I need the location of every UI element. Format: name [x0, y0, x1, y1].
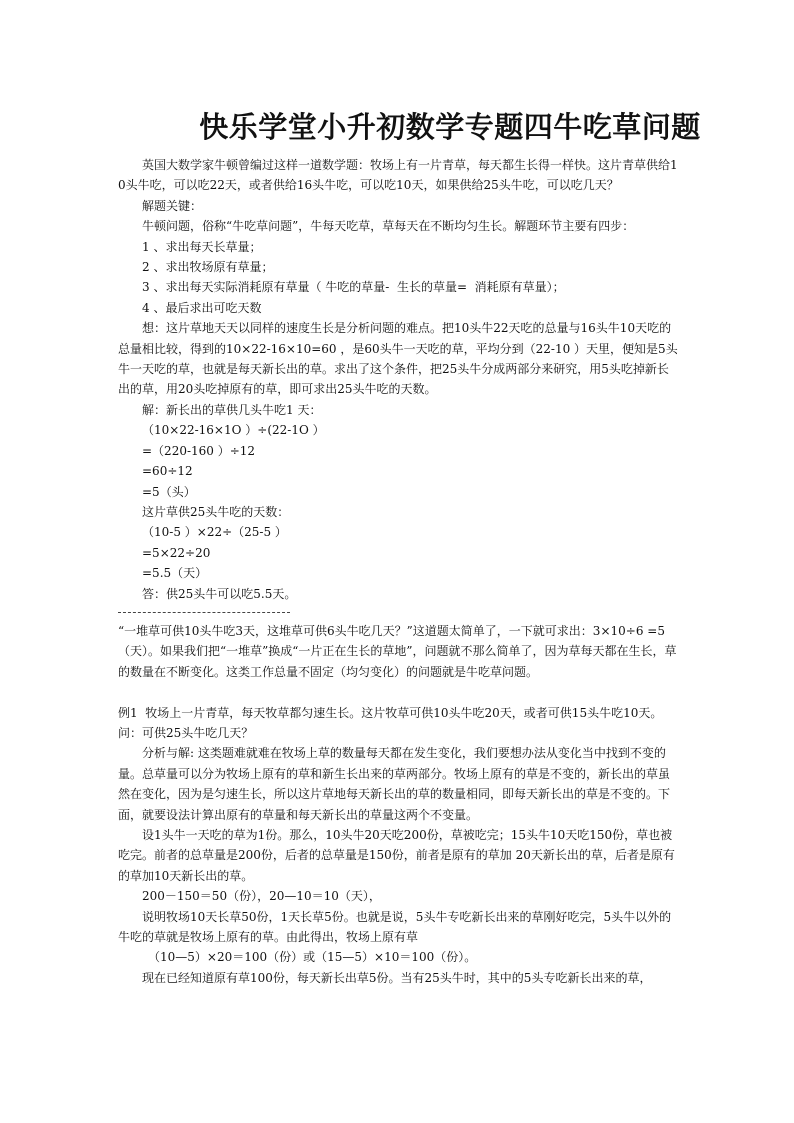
calc-line: =（220-160 ）÷12 [142, 443, 256, 458]
step-item: 1 、求出每天长草量； [142, 239, 262, 254]
step-item: 4 、最后求出可吃天数 [142, 300, 262, 315]
document-title: 快乐学堂小升初数学专题四牛吃草问题 [199, 110, 701, 144]
calc-line: （10—5）×20＝100（份）或（15—5）×10＝100（份）。 [148, 950, 477, 965]
thinking-paragraph: 想：这片草地天天以同样的速度生长是分析问题的难点。把10头牛22天吃的总量与16头牛10天吃的总量相比较，得到的10×22-16×10=60 ，是60头牛一天吃的草，平均分到（22-10 ）天里，便知是5头牛一天吃的草，也就是每天新长出的草。求出了这个条件，把25头牛分成两部分来研究，用5头吃掉新长出的草，用20头吃掉原有的草，即可求出25头牛吃的天数。 [118, 321, 678, 397]
setup-paragraph: 设1头牛一天吃的草为1份。那么，10头牛20天吃200份，草被吃完；15头牛10天吃150份，草也被吃完。前者的总草量是200份，后者的总草量是150份，前者是原有的草加 20天新长出的草，后者是原有的草加10天新长出的草。 [118, 827, 675, 883]
transition-paragraph: “一堆草可供10头牛吃3天，这堆草可供6头牛吃几天？”这道题太简单了，一下就可求出：3×10÷6 =5（天）。如果我们把“一堆草”换成“一片正在生长的草地”，问题就不那么简单了，因为草每天都在生长，草的数量在不断变化。这类工作总量不固定（均匀变化）的问题就是牛吃草问题。 [118, 623, 677, 679]
continue-paragraph: 现在已经知道原有草100份，每天新长出草5份。当有25头牛时，其中的5头专吃新长出来的草， [142, 970, 652, 985]
step-item: 3 、求出每天实际消耗原有草量（ 牛吃的草量- 生长的草量= 消耗原有草量）； [142, 280, 565, 295]
solution-heading: 解：新长出的草供几头牛吃1 天： [142, 402, 322, 417]
document-body [118, 155, 680, 988]
example-problem: 例1 牧场上一片青草，每天牧草都匀速生长。这片牧草可供10头牛吃20天，或者可供15头牛吃10天。问：可供25头牛吃几天？ [118, 705, 663, 740]
answer-line: 答：供25头牛可以吃5.5天。 [142, 586, 297, 601]
calc-line: 200－150＝50（份），20—10＝10（天）， [142, 889, 381, 904]
calc-line: =60÷12 [142, 464, 193, 479]
key-heading: 解题关键： [142, 198, 203, 213]
calc-line: （10×22-16×1O ）÷(22-1O ） [142, 423, 325, 438]
sub-heading: 这片草供25头牛吃的天数： [142, 504, 290, 519]
blank-line [118, 682, 680, 702]
analysis-paragraph: 分析与解: 这类题难就难在牧场上草的数量每天都在发生变化，我们要想办法从变化当中找到不变的量。总草量可以分为牧场上原有的草和新生长出来的草两部分。牧场上原有的草是不变的，新长出的草虽然在变化，因为是匀速生长，所以这片草地每天新长出的草的数量相同，即每天新长出的草是不变的。下面，就要设法计算出原有的草量和每天新长出的草量这两个不变量。 [118, 746, 671, 822]
dashed-divider [118, 612, 290, 613]
intro-paragraph: 英国大数学家牛顿曾编过这样一道数学题：牧场上有一片青草，每天都生长得一样快。这片青草供给10头牛吃，可以吃22天，或者供给16头牛吃，可以吃10天，如果供给25头牛吃，可以吃几天？ [118, 158, 678, 193]
step-item: 2 、求出牧场原有草量； [142, 260, 274, 275]
calc-line: （10-5 ）×22÷（25-5 ） [142, 525, 287, 540]
calc-line: =5.5（天） [142, 566, 208, 581]
key-description: 牛顿问题，俗称“牛吃草问题”，牛每天吃草，草每天在不断均匀生长。解题环节主要有四步： [142, 219, 635, 234]
calc-line: =5×22÷20 [142, 545, 211, 560]
calc-line: =5（头） [142, 484, 196, 499]
explain-paragraph: 说明牧场10天长草50份，1天长草5份。也就是说，5头牛专吃新长出来的草刚好吃完，5头牛以外的牛吃的草就是牧场上原有的草。由此得出，牧场上原有草 [118, 909, 672, 945]
